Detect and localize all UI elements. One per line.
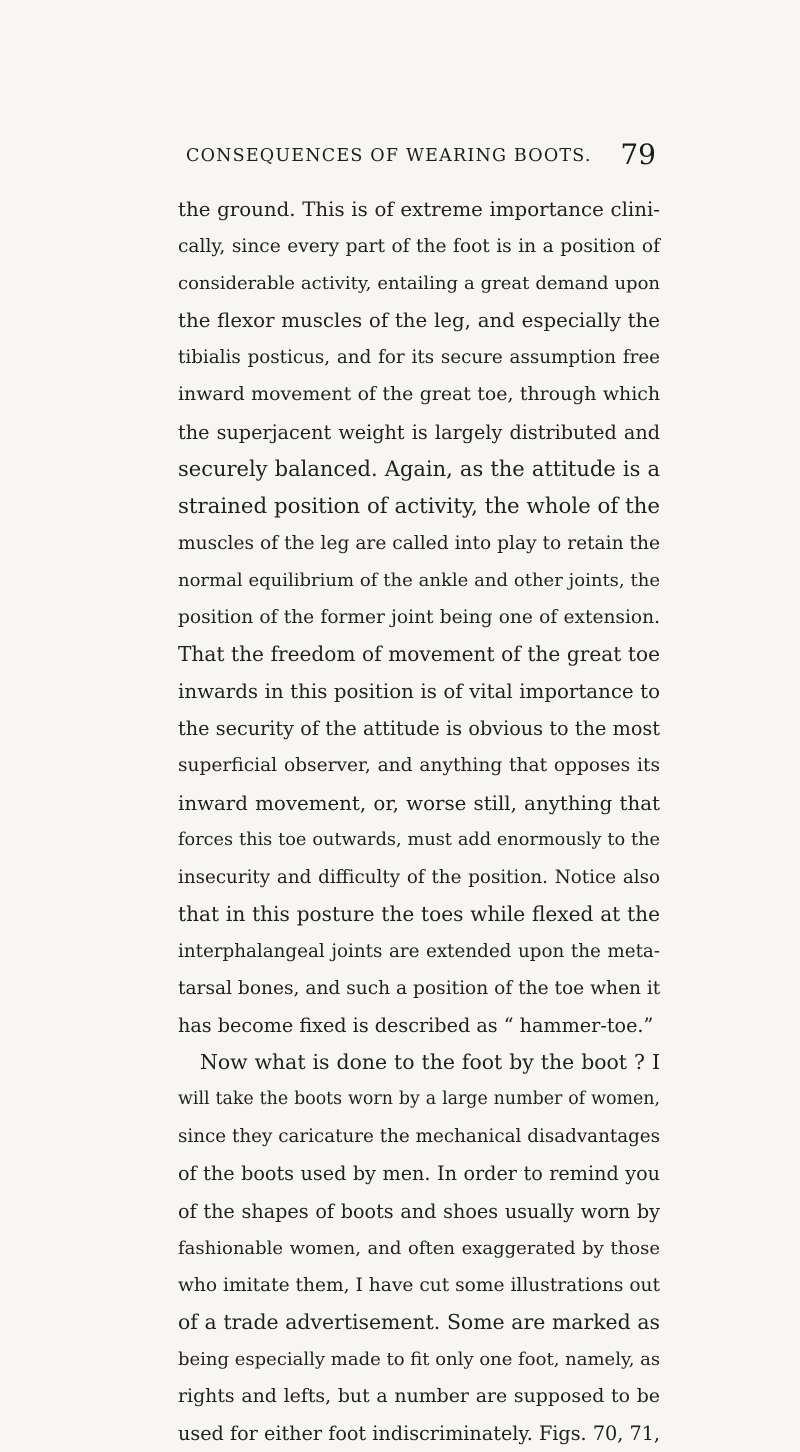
text-line: that in this posture the toes while flexed at the [178,901,660,926]
body-text [178,191,660,1452]
text-line: tibialis posticus, and for its secure assumption free [178,347,660,369]
page-number: 79 [620,138,656,171]
running-head [186,140,656,174]
text-line: the security of the attitude is obvious to the most [178,717,660,741]
text-line: the flexor muscles of the leg, and especially the [178,309,660,333]
text-line: since they caricature the mechanical disadvantages [178,1126,660,1148]
text-line: who imitate them, I have cut some illustrations out [178,1274,660,1296]
text-line: securely balanced. Again, as the attitude is a [178,456,660,481]
text-line: used for either foot indiscriminately. Figs. 70, 71, [178,1422,660,1446]
text-line: of the shapes of boots and shoes usually worn by [178,1199,660,1223]
text-line: of the boots used by men. In order to remind you [178,1162,660,1186]
text-line: will take the boots worn by a large number of women, [178,1089,660,1110]
text-line: has become fixed is described as “ hammer-toe.” [178,1014,654,1038]
text-line: Now what is done to the foot by the boot ? I [200,1050,660,1075]
text-line: superficial observer, and anything that opposes its [178,755,660,777]
text-line: position of the former joint being one of extension. [178,607,660,629]
text-line: rights and lefts, but a number are supposed to be [178,1385,660,1407]
text-line: muscles of the leg are called into play to retain the [178,532,660,554]
text-line: of a trade advertisement. Some are marked as [178,1309,660,1334]
text-line: fashionable women, and often exaggerated by those [178,1237,660,1259]
text-line: the ground. This is of extreme importance clini- [178,198,660,221]
text-line: inward movement, or, worse still, anything that [178,791,660,815]
text-line: insecurity and difficulty of the position. Notice also [178,866,660,888]
text-line: normal equilibrium of the ankle and other joints, the [178,569,660,591]
text-line: forces this toe outwards, must add enormously to the [178,829,660,850]
text-line: being especially made to fit only one foot, namely, as [178,1348,661,1370]
text-line: strained position of activity, the whole of the [178,493,660,519]
text-line: considerable activity, entailing a great demand upon [178,273,660,295]
text-line: cally, since every part of the foot is in a position of [178,236,660,258]
text-line: interphalangeal joints are extended upon the meta- [178,940,660,962]
text-line: inward movement of the great toe, through which [178,383,660,406]
text-line: the superjacent weight is largely distributed and [178,420,660,444]
text-line: That the freedom of movement of the great toe [178,642,660,667]
text-line: inwards in this position is of vital importance to [178,680,660,704]
text-line: tarsal bones, and such a position of the toe when it [178,977,661,999]
running-title: CONSEQUENCES OF WEARING BOOTS. [186,146,592,166]
